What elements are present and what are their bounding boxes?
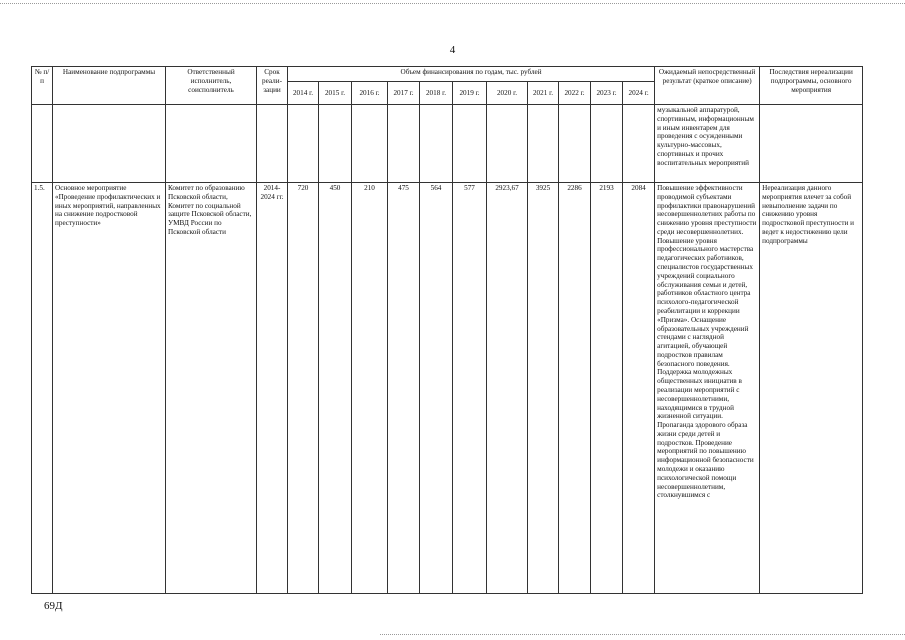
header-no: № п/п <box>32 67 53 105</box>
header-year: 2014 г. <box>288 82 319 105</box>
cell-term: 2014-2024 гг. <box>257 183 288 594</box>
header-result: Ожидаемый непосредственный результат (краткое описание) <box>655 67 760 105</box>
table-row <box>32 183 863 594</box>
header-year: 2021 г. <box>528 82 559 105</box>
cell-empty <box>420 105 453 183</box>
cell-result-continuation: музыкальной аппаратурой, спортивным, информационным и иным инвентарем для проведения с осужденными культурно-массовых, спортивных и прочих воспитательных мероприятий <box>655 105 760 183</box>
cell-value-2021: 3925 <box>528 183 559 594</box>
cell-empty <box>53 105 166 183</box>
cell-responsible: Комитет по образованию Псковской области, Комитет по социальной защите Псковской области, УМВД России по Псковской области <box>166 183 257 594</box>
cell-empty <box>288 105 319 183</box>
table-row-continuation <box>32 105 863 183</box>
cell-empty <box>32 105 53 183</box>
cell-empty <box>257 105 288 183</box>
cell-empty <box>487 105 528 183</box>
cell-value-2018: 564 <box>420 183 453 594</box>
header-year: 2015 г. <box>319 82 352 105</box>
cell-value-2022: 2286 <box>559 183 591 594</box>
cell-value-2015: 450 <box>319 183 352 594</box>
header-year: 2022 г. <box>559 82 591 105</box>
header-year: 2017 г. <box>388 82 420 105</box>
cell-empty <box>453 105 487 183</box>
header-year: 2019 г. <box>453 82 487 105</box>
cell-result: Повышение эффективности проводимой субъектами профилактики правонарушений несовершеннолетних работы по снижению уровня преступности среди несовершеннолетних. Повышение уровня профессионального мастерства педагогических работников, специалистов государственных учреждений социального обслуживания семьи и детей, работников областного центра психолого-педагогической реабилитации и коррекции «Призма». Оснащение образовательных учреждений стендами с наглядной агитацией, обучающей подростков правилам безопасного поведения. Поддержка молодежных общественных инициатив в реализации мероприятий с несовершеннолетними, находящимися в трудной жизненной ситуации. Пропаганда здорового образа жизни среди детей и подростков. Проведение мероприятий по повышению информационной безопасности молодежи и оказанию психологической помощи несовершеннолетним, столкнувшимся с <box>655 183 760 594</box>
cell-name: Основное мероприятие «Проведение профилактических и иных мероприятий, направленных на снижение подростковой преступности» <box>53 183 166 594</box>
header-year: 2016 г. <box>352 82 388 105</box>
header-year: 2020 г. <box>487 82 528 105</box>
cell-value-2023: 2193 <box>591 183 623 594</box>
header-year: 2023 г. <box>591 82 623 105</box>
header-term: Срок реали-зации <box>257 67 288 105</box>
header-name: Наименование подпрограммы <box>53 67 166 105</box>
footer-code: 69Д <box>44 600 63 612</box>
scan-border-top <box>0 3 905 4</box>
cell-empty <box>352 105 388 183</box>
cell-empty <box>166 105 257 183</box>
cell-empty <box>388 105 420 183</box>
cell-consequences: Нереализация данного мероприятия влечет за собой невыполнение задачи по снижению уровня подростковой преступности и ведет к недостижению цели подпрограммы <box>760 183 863 594</box>
cell-value-2024: 2084 <box>623 183 655 594</box>
cell-empty <box>760 105 863 183</box>
header-year: 2024 г. <box>623 82 655 105</box>
cell-empty <box>528 105 559 183</box>
cell-empty <box>591 105 623 183</box>
scan-border-bottom <box>380 634 905 635</box>
cell-value-2016: 210 <box>352 183 388 594</box>
cell-value-2020: 2923,67 <box>487 183 528 594</box>
cell-value-2017: 475 <box>388 183 420 594</box>
cell-value-2019: 577 <box>453 183 487 594</box>
header-financing: Объем финансирования по годам, тыс. рублей <box>288 67 655 82</box>
cell-empty <box>319 105 352 183</box>
header-responsible: Ответственный исполнитель, соисполнитель <box>166 67 257 105</box>
page-number: 4 <box>449 44 456 56</box>
cell-value-2014: 720 <box>288 183 319 594</box>
header-row-1 <box>32 67 863 82</box>
financing-table <box>31 66 863 594</box>
cell-empty <box>623 105 655 183</box>
header-year: 2018 г. <box>420 82 453 105</box>
cell-empty <box>559 105 591 183</box>
cell-no: 1.5. <box>32 183 53 594</box>
header-consequences: Последствия нереализации подпрограммы, основного мероприятия <box>760 67 863 105</box>
